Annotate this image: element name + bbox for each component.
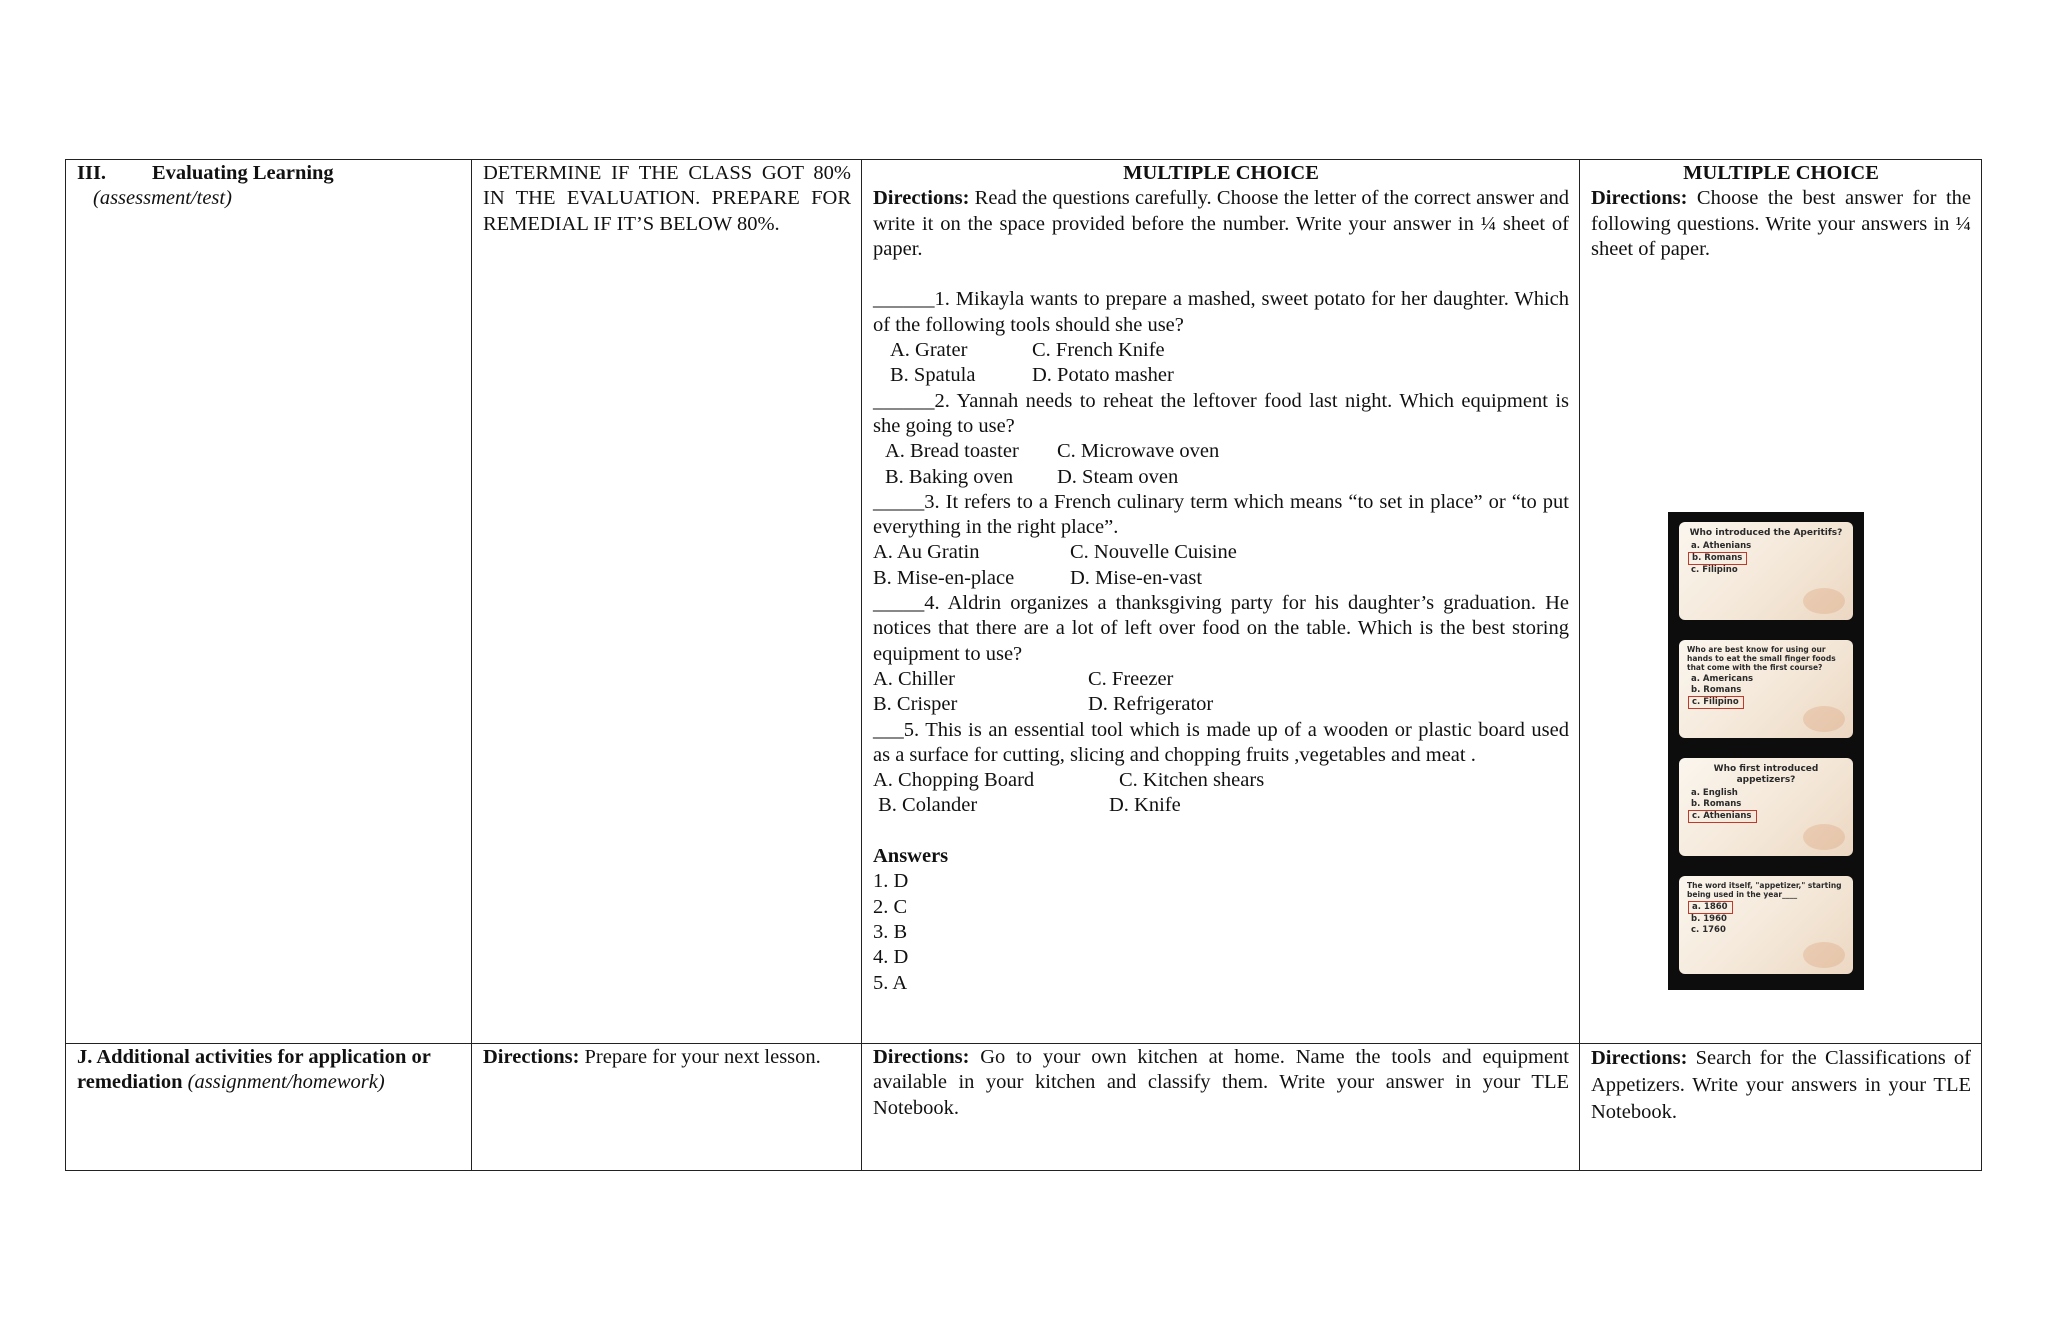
remedial-note-cell bbox=[472, 160, 862, 1044]
q2-option-d: D. Steam oven bbox=[1057, 465, 1179, 488]
slide-question: The word itself, "appetizer," starting being used in the year____ bbox=[1687, 881, 1842, 899]
section-title: Evaluating Learning bbox=[152, 162, 334, 184]
answers-heading: Answers bbox=[873, 845, 949, 868]
q4-options-row2 bbox=[873, 692, 1569, 717]
directions-label: Directions: bbox=[483, 1046, 580, 1068]
q5-option-c: C. Kitchen shears bbox=[1119, 769, 1265, 792]
appetizer-quiz-directions bbox=[1591, 186, 1971, 262]
additional-activities-title: J. Additional activities for application or remediation bbox=[77, 1046, 431, 1094]
q2-option-a: A. Bread toaster bbox=[885, 440, 1019, 463]
answer-item: 4. D bbox=[873, 946, 909, 969]
directions-text: Search for the Classifications of Appetizers. Write your answers in your TLE Notebook. bbox=[1591, 1047, 1971, 1123]
appetizer-classification-activity-cell bbox=[1580, 1044, 1982, 1171]
q1-option-b: B. Spatula bbox=[890, 364, 976, 387]
directions-label: Directions: bbox=[873, 1046, 970, 1068]
answer-item: 1. D bbox=[873, 870, 909, 893]
section-subtitle: (assessment/test) bbox=[93, 187, 232, 210]
directions-text: Prepare for your next lesson. bbox=[579, 1046, 821, 1068]
slide-option: b. Romans bbox=[1691, 799, 1742, 809]
slide-question: Who are best know for using our hands to eat the small finger foods that come with the first course? bbox=[1687, 645, 1836, 672]
directions-label: Directions: bbox=[1591, 187, 1688, 210]
q1-options-row1 bbox=[873, 338, 1569, 363]
slide-option-selected: c. Athenians bbox=[1688, 810, 1757, 823]
q2-options-row1 bbox=[873, 439, 1569, 464]
directions-text: Go to your own kitchen at home. Name the tools and equipment available in your kitchen and classify them. Write your answer in your TLE Notebook. bbox=[873, 1046, 1569, 1119]
section-heading bbox=[77, 161, 461, 186]
next-lesson-cell bbox=[472, 1044, 862, 1171]
slide-thumbnail bbox=[1679, 522, 1853, 620]
directions-text: Read the questions carefully. Choose the letter of the correct answer and write it on the space provided before the number. Write your answer in ¼ sheet of paper. bbox=[873, 187, 1569, 260]
slide-option: b. 1960 bbox=[1691, 914, 1727, 924]
q1-option-c: C. French Knife bbox=[1032, 339, 1165, 362]
question-4: _____4. Aldrin organizes a thanksgiving party for his daughter’s graduation. He notices that there are a lot of left over food on the table. Which is the best storing equipment to use? bbox=[873, 592, 1569, 665]
slide-option: c. 1760 bbox=[1691, 925, 1726, 935]
q4-option-a: A. Chiller bbox=[873, 667, 955, 690]
answer-item: 2. C bbox=[873, 895, 908, 918]
quiz-cell bbox=[862, 160, 1580, 1044]
slide-thumbnail bbox=[1679, 640, 1853, 738]
q3-option-a: A. Au Gratin bbox=[873, 541, 980, 564]
appetizer-quiz-heading: MULTIPLE CHOICE bbox=[1683, 162, 1879, 184]
section-number: III. bbox=[77, 162, 107, 184]
quiz-directions bbox=[873, 186, 1569, 262]
slide-option: a. English bbox=[1691, 788, 1738, 798]
q1-options-row2 bbox=[873, 363, 1569, 388]
question-3: _____3. It refers to a French culinary term which means “to set in place” or “to put everything in the right place”. bbox=[873, 490, 1569, 539]
question-5: ___5. This is an essential tool which is made up of a wooden or plastic board used as a surface for cutting, slicing and chopping fruits ,vegetables and meat . bbox=[873, 718, 1569, 766]
q2-option-b: B. Baking oven bbox=[885, 465, 1014, 488]
remedial-note: DETERMINE IF THE CLASS GOT 80% IN THE EVALUATION. PREPARE FOR REMEDIAL IF IT’S BELOW 80%. bbox=[483, 162, 851, 235]
slide-question: Who first introduced appetizers? bbox=[1713, 764, 1819, 785]
slide-option: a. Americans bbox=[1691, 674, 1754, 684]
q5-options-row2 bbox=[873, 793, 1569, 818]
slide-option: c. Filipino bbox=[1691, 565, 1738, 575]
slide-option: b. Romans bbox=[1691, 685, 1742, 695]
additional-activities-row bbox=[66, 1044, 1982, 1171]
slide-food-illustration bbox=[1803, 706, 1845, 732]
additional-activities-label-cell bbox=[66, 1044, 472, 1171]
additional-activities-subtitle: (assignment/homework) bbox=[182, 1071, 385, 1094]
quiz-heading: MULTIPLE CHOICE bbox=[1123, 162, 1319, 184]
slide-thumbnails-strip bbox=[1668, 512, 1864, 990]
q4-option-d: D. Refrigerator bbox=[1088, 693, 1214, 716]
q3-option-b: B. Mise-en-place bbox=[873, 566, 1015, 589]
slide-thumbnail bbox=[1679, 876, 1853, 974]
slide-option: a. Athenians bbox=[1691, 541, 1752, 551]
question-1: ______1. Mikayla wants to prepare a mashed, sweet potato for her daughter. Which of the following tools should she use? bbox=[873, 288, 1569, 336]
directions-label: Directions: bbox=[1591, 1047, 1688, 1069]
slide-option-selected: c. Filipino bbox=[1688, 696, 1744, 709]
directions-label: Directions: bbox=[873, 187, 970, 210]
slide-option-selected: a. 1860 bbox=[1688, 901, 1733, 914]
q3-options-row1 bbox=[873, 540, 1569, 565]
q1-option-a: A. Grater bbox=[890, 339, 968, 362]
q4-option-c: C. Freezer bbox=[1088, 667, 1174, 690]
question-2: ______2. Yannah needs to reheat the leftover food last night. Which equipment is she going to use? bbox=[873, 389, 1569, 437]
q5-option-d: D. Knife bbox=[1109, 794, 1181, 817]
answer-item: 5. A bbox=[873, 971, 908, 994]
q3-option-d: D. Mise-en-vast bbox=[1070, 566, 1203, 589]
kitchen-tools-activity-cell bbox=[862, 1044, 1580, 1171]
q1-option-d: D. Potato masher bbox=[1032, 364, 1174, 387]
slide-question: Who introduced the Aperitifs? bbox=[1689, 528, 1843, 538]
q5-option-b: B. Colander bbox=[873, 794, 978, 817]
slide-food-illustration bbox=[1803, 588, 1845, 614]
q4-option-b: B. Crisper bbox=[873, 693, 958, 716]
q2-options-row2 bbox=[873, 465, 1569, 490]
slide-food-illustration bbox=[1803, 942, 1845, 968]
q3-options-row2 bbox=[873, 566, 1569, 591]
answer-item: 3. B bbox=[873, 920, 908, 943]
q5-options-row1 bbox=[873, 768, 1569, 793]
slide-thumbnail bbox=[1679, 758, 1853, 856]
slide-option-selected: b. Romans bbox=[1688, 552, 1747, 565]
q5-option-a: A. Chopping Board bbox=[873, 769, 1035, 792]
q3-option-c: C. Nouvelle Cuisine bbox=[1070, 541, 1237, 564]
q2-option-c: C. Microwave oven bbox=[1057, 440, 1220, 463]
slide-food-illustration bbox=[1803, 824, 1845, 850]
directions-text: Choose the best answer for the following questions. Write your answers in ¼ sheet of paper. bbox=[1591, 187, 1971, 260]
q4-options-row1 bbox=[873, 667, 1569, 692]
section-label-cell bbox=[66, 160, 472, 1044]
